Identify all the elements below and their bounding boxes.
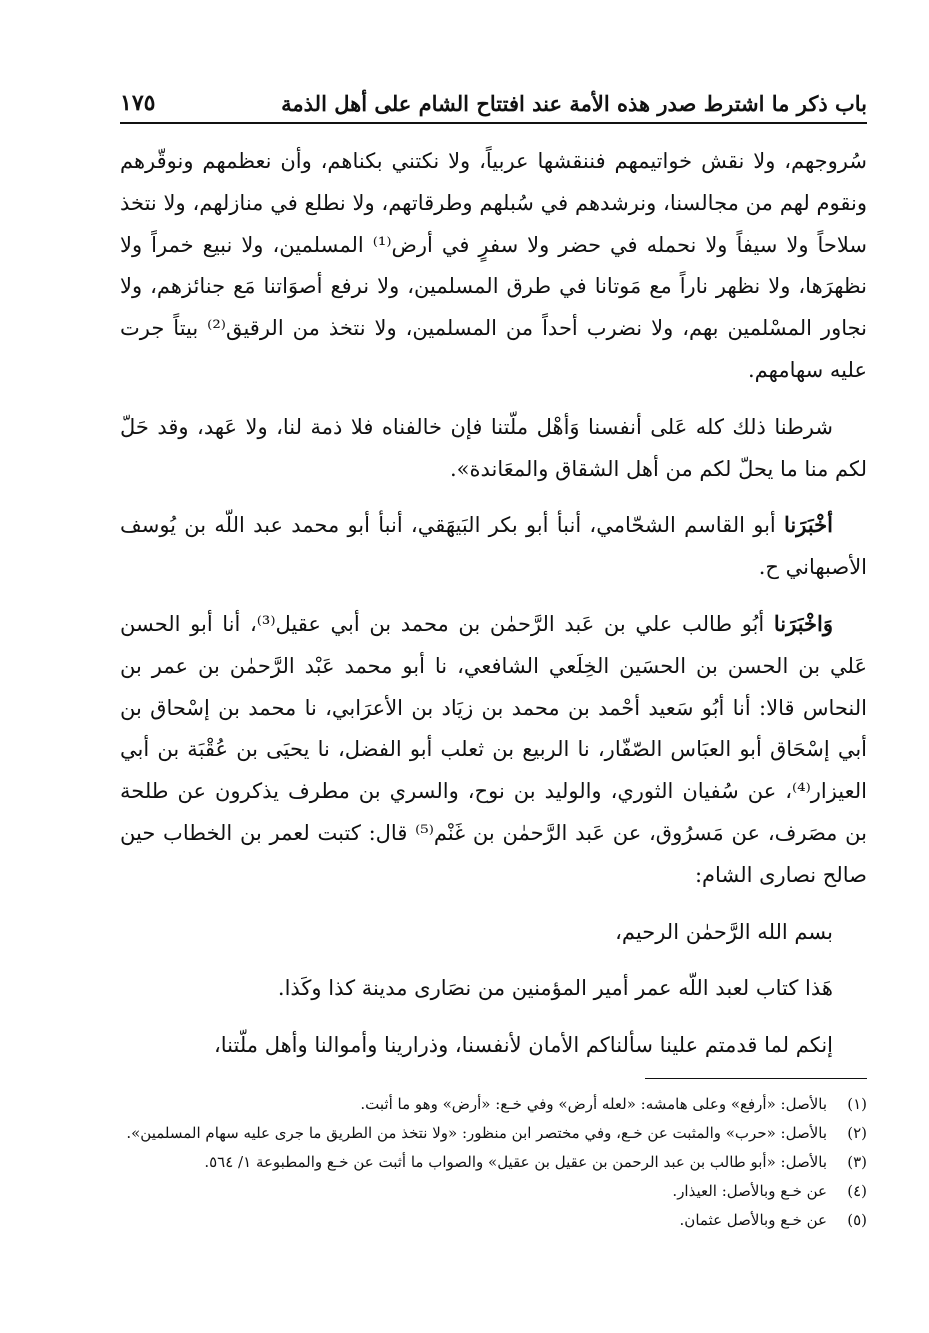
paragraph bbox=[120, 603, 867, 897]
footnote-text: بالأصل: «حرب» والمثبت عن خـع، وفي مختصر ابن منظور: «ولا نتخذ من الطريق ما جرى عليه سهام المسلمين». bbox=[126, 1124, 827, 1142]
footnote-number: (١) bbox=[847, 1095, 867, 1113]
paragraph bbox=[120, 406, 867, 491]
running-title: باب ذكر ما اشترط صدر هذه الأمة عند افتتاح الشام على أهل الذمة bbox=[281, 91, 867, 116]
footnote-text: بالأصل: «أرفع» وعلى هامشه: «لعله أرض» وفي خـع: «أرض» وهو ما أثبت. bbox=[360, 1095, 827, 1113]
paragraph-text: إنكم لما قدمتم علينا سألناكم الأمان لأنفسنا، وذرارينا وأموالنا وأهل ملّتنا، bbox=[213, 1033, 833, 1058]
paragraph-text: أبو القاسم الشحّامي، أنبأ أبو بكر البَيهَقي، أنبأ أبو محمد عبد اللّه بن يُوسف الأصبهاني ح. bbox=[120, 513, 867, 580]
footnote-text: بالأصل: «أبو طالب بن عبد الرحمن بن عقيل بن عقيل» والصواب ما أثبت عن خـع والمطبوعة ١/ ٥٦٤. bbox=[204, 1153, 827, 1171]
footnote-number: (٥) bbox=[847, 1211, 867, 1229]
paragraph-text: هَذا كتاب لعبد اللّه عمر أمير المؤمنين من نصَارى مدينة كذا وكَذا. bbox=[277, 976, 833, 1001]
paragraph bbox=[120, 504, 867, 589]
paragraph-lead: أخْبَرَنا bbox=[784, 512, 833, 538]
footnote-number: (٣) bbox=[847, 1153, 867, 1171]
footnote bbox=[120, 1179, 867, 1204]
footnote-number: (٢) bbox=[847, 1124, 867, 1142]
footnote bbox=[120, 1150, 867, 1175]
paragraph bbox=[120, 1024, 867, 1067]
footnote-text: عن خـع وبالأصل: العيذار. bbox=[672, 1182, 827, 1200]
footnote bbox=[120, 1208, 867, 1233]
footnote bbox=[120, 1092, 867, 1117]
paragraph-lead: وَاخْبَرَنا bbox=[773, 610, 833, 636]
footnote-number: (٤) bbox=[847, 1182, 867, 1200]
page-number: ١٧٥ bbox=[120, 90, 156, 116]
page-header bbox=[120, 72, 867, 124]
paragraph bbox=[120, 140, 867, 392]
paragraph-text: سُروجهم، ولا نقش خواتيمهم فننقشها عربياً، ولا نكتني بكناهم، وأن نعظمهم ونوقّرهم ونقوم لهم من مجالسنا، ونرشدهم في سُبلهم وطرقاتهم، ولا نطلع في منازلهم، ولا نتخذ سلاحاً ولا سيفاً ولا نحمله في حضر ولا سفرٍ في أرض⁽¹⁾ المسلمين، ولا نبيع خمراً ولا نظهرَها، ولا نظهر ناراً مع مَوتانا في طرق المسلمين، ولا نرفع أصوَاتنا مَع جنائزهم، ولا نجاور المسْلمين بهم، ولا نضرب أحداً من المسلمين، ولا نتخذ من الرقيق⁽²⁾ بيتاً جرت عليه سهامهم. bbox=[120, 149, 868, 382]
paragraph-text: بسم الله الرَّحمٰن الرحيم، bbox=[615, 919, 833, 944]
paragraph bbox=[120, 911, 867, 954]
footnotes bbox=[120, 1092, 867, 1237]
paragraph bbox=[120, 967, 867, 1010]
paragraph-text: شرطنا ذلك كله عَلى أنفسنا وَأهْل ملّتنا فإن خالفناه فلا ذمة لنا، ولا عَهد، وقد حَلّ لكم منا ما يحلّ لكم من أهل الشقاق والمعَاندة». bbox=[120, 414, 867, 481]
footnote-divider bbox=[645, 1078, 867, 1079]
footnote bbox=[120, 1121, 867, 1146]
paragraph-text: أبُو طالب علي بن عَبد الرَّحمٰن بن محمد بن أبي عقيل⁽³⁾، أنا أبو الحسن عَلي بن الحسن بن الحسَين الخِلَعي الشافعي، نا أبو محمد عَبْد الرَّحمٰن بن عمر بن النحاس قالا: أنا أبُو سَعيد أحْمد بن محمد بن زيَاد بن الأعرَابي، نا محمد بن إسْحاق بن أبي إسْحَاق أبو العبَاس الصّفّار، نا الربيع بن ثعلب أبو الفضل، نا يحيَى بن عُقْبَة بن أبي العيزار⁽⁴⁾، عن سُفيان الثوري، والوليد بن نوح، والسري بن مطرف يذكرون عن طلحة بن مصَرف، عن مَسرُوق، عن عَبد الرَّحمٰن بن غَنْم⁽⁵⁾ قال: كتبت لعمر بن الخطاب حين صالح نصارى الشام: bbox=[120, 611, 867, 887]
footnote-text: عن خـع وبالأصل عثمان. bbox=[679, 1211, 827, 1229]
main-text bbox=[120, 140, 867, 1067]
